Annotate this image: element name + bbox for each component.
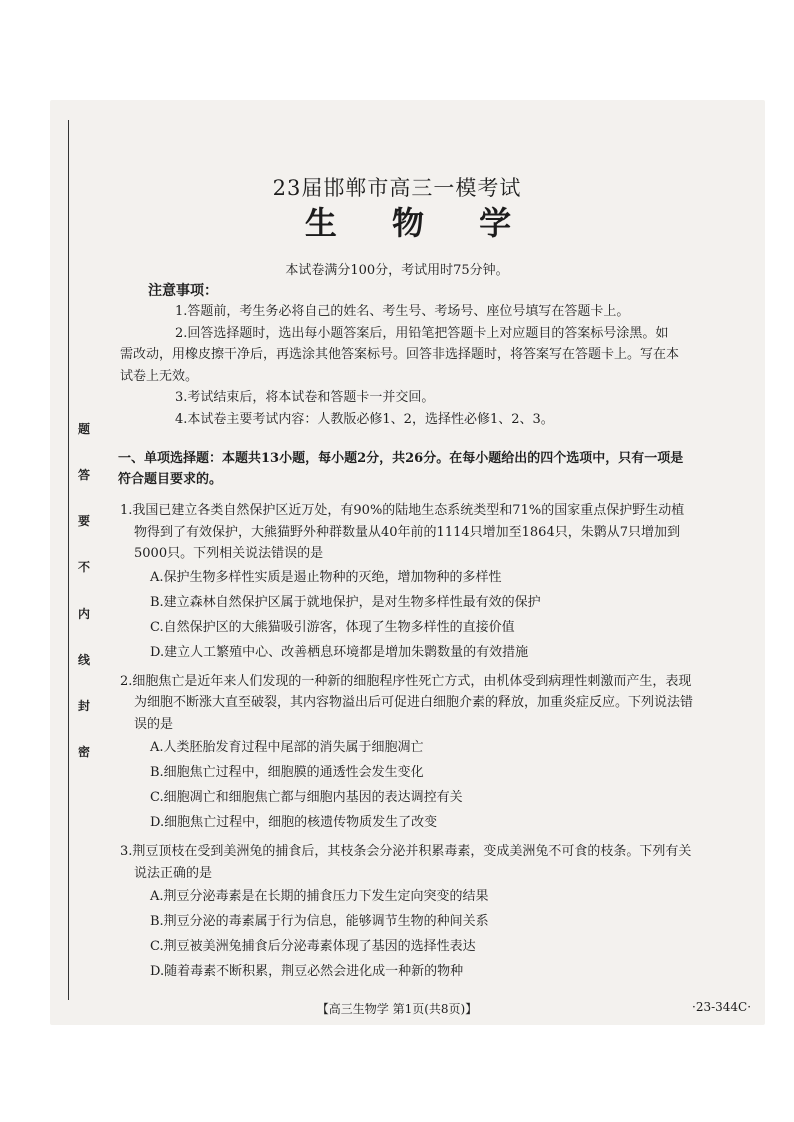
binding-char: 答 [77, 468, 90, 483]
exam-code: ·23-344C· [692, 1000, 752, 1014]
notice-item: 2.回答选择题时，选出每小题答案后，用铅笔把答题卡上对应题目的答案标号涂黑。如需改动，用橡皮擦干净后，再选涂其他答案标号。回答非选择题时，将答案写在答题卡上。写在本试卷上无效。 [120, 325, 680, 384]
binding-char: 不 [77, 560, 90, 575]
page-footer: 【高三生物学 第1页(共8页)】 [316, 1002, 478, 1016]
binding-char: 内 [77, 606, 90, 621]
question-stem: 1.我国已建立各类自然保护区近万处，有90%的陆地生态系统类型和71%的国家重点保护野生动植物得到了有效保护，大熊猫野外种群数量从40年前的1114只增加至1864只，朱鹮从7只增加到5000只。下列相关说法错误的是 [120, 503, 685, 561]
exam-meta: 本试卷满分100分，考试用时75分钟。 [285, 263, 509, 278]
option: B.荆豆分泌的毒素属于行为信息，能够调节生物的种间关系 [150, 914, 489, 929]
option: D.细胞焦亡过程中，细胞的核遗传物质发生了改变 [150, 815, 438, 830]
option: B.建立森林自然保护区属于就地保护，是对生物多样性最有效的保护 [150, 594, 541, 610]
binding-char: 密 [77, 744, 90, 759]
option: B.细胞焦亡过程中，细胞膜的通透性会发生变化 [150, 765, 424, 780]
option: A.保护生物多样性实质是遏止物种的灭绝，增加物种的多样性 [150, 569, 502, 585]
binding-char: 封 [77, 698, 90, 713]
question-stem: 3.荆豆顶枝在受到美洲兔的捕食后，其枝条会分泌并积累毒素，变成美洲兔不可食的枝条。下列有关说法正确的是 [120, 844, 692, 881]
binding-char: 题 [77, 422, 90, 436]
option: C.细胞凋亡和细胞焦亡都与细胞内基因的表达调控有关 [150, 790, 463, 805]
section-heading: 一、单项选择题：本题共13小题，每小题2分，共26分。在每小题给出的四个选项中，只有一项是符合题目要求的。 [118, 451, 684, 487]
binding-warning [74, 420, 94, 760]
binding-char: 线 [77, 652, 90, 667]
notice-list [120, 301, 680, 430]
binding-line [68, 120, 69, 1000]
question [120, 671, 695, 836]
binding-char: 要 [77, 514, 90, 529]
question [120, 841, 695, 984]
option: C.荆豆被美洲兔捕食后分泌毒素体现了基因的选择性表达 [150, 939, 476, 954]
option: A.人类胚胎发育过程中尾部的消失属于细胞凋亡 [150, 740, 424, 755]
question-stem: 2.细胞焦亡是近年来人们发现的一种新的细胞程序性死亡方式，由机体受到病理性刺激而产生，表现为细胞不断涨大直至破裂，其内容物溢出后可促进白细胞介素的释放，加重炎症反应。下列说法错误的是 [120, 673, 694, 732]
exam-title: 23届邯郸市高三一模考试 [272, 176, 522, 200]
question [120, 500, 695, 665]
option: D.建立人工繁殖中心、改善栖息环境都是增加朱鹮数量的有效措施 [150, 644, 529, 660]
notice-item: 4.本试卷主要考试内容：人教版必修1、2，选择性必修1、2、3。 [175, 411, 554, 427]
notice-item: 3.考试结束后，将本试卷和答题卡一并交回。 [175, 390, 435, 405]
question-list [120, 500, 695, 984]
option: C.自然保护区的大熊猫吸引游客，体现了生物多样性的直接价值 [150, 619, 515, 635]
option: D.随着毒素不断积累，荆豆必然会进化成一种新的物种 [150, 964, 464, 979]
notice-item: 1.答题前，考生务必将自己的姓名、考生号、考场号、座位号填写在答题卡上。 [175, 304, 630, 319]
option: A.荆豆分泌毒素是在长期的捕食压力下发生定向突变的结果 [150, 889, 489, 904]
exam-subject: 生 物 学 [304, 204, 534, 242]
notice-title: 注意事项： [148, 283, 218, 299]
